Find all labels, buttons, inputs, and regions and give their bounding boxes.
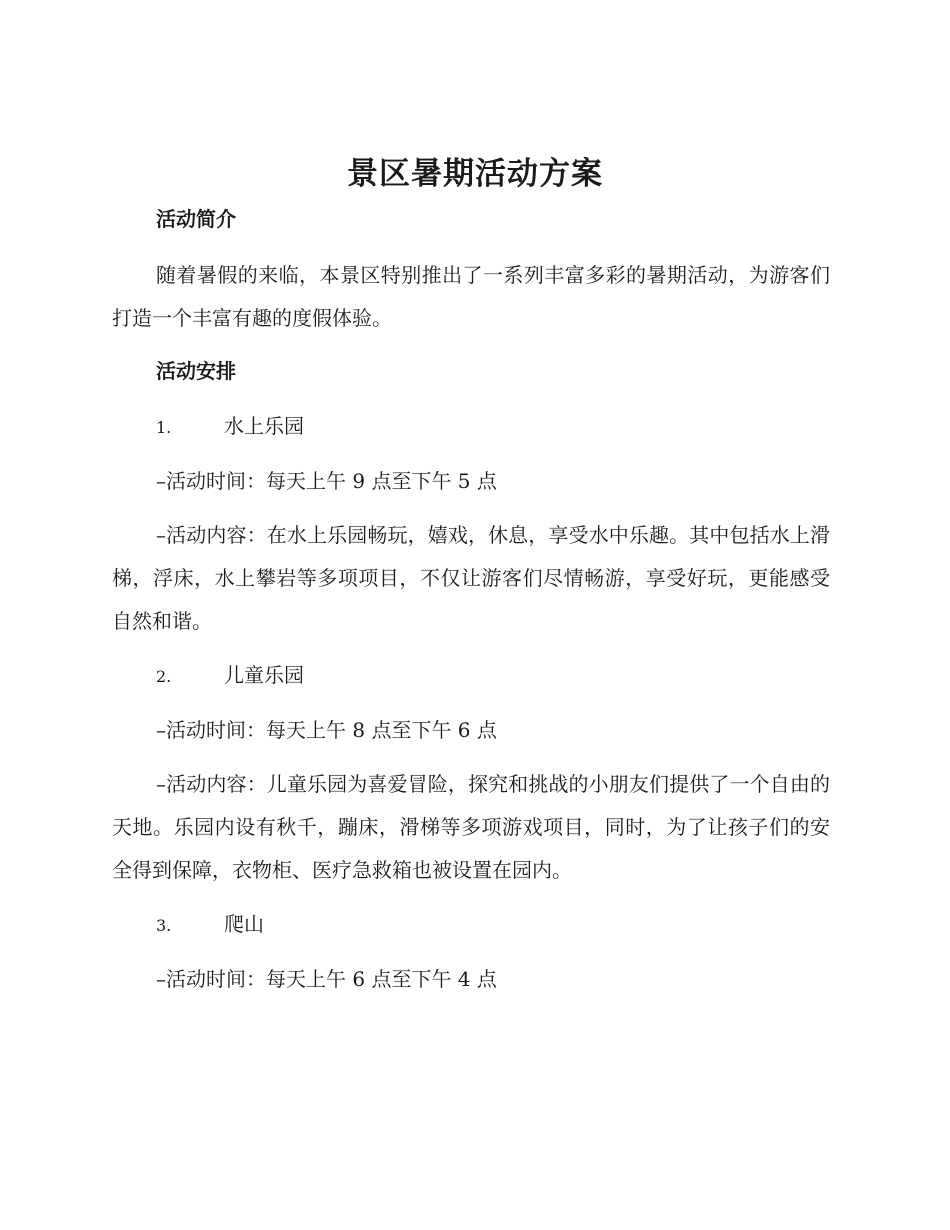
- section-heading-intro: 活动简介: [156, 207, 236, 231]
- activity-item-2: [156, 660, 304, 692]
- activity-time: –活动时间：每天上午 8 点至下午 6 点: [156, 718, 497, 742]
- activity-time: –活动时间：每天上午 9 点至下午 5 点: [156, 469, 497, 493]
- activity-name: 儿童乐园: [224, 663, 304, 687]
- activity-name: 爬山: [224, 912, 264, 936]
- activity-time: –活动时间：每天上午 6 点至下午 4 点: [156, 967, 497, 991]
- list-number: 2.: [156, 667, 172, 686]
- activity-content: –活动内容：儿童乐园为喜爱冒险，探究和挑战的小朋友们提供了一个自由的天地。乐园内设有秋千，蹦床，滑梯等多项游戏项目，同时，为了让孩子们的安全得到保障，衣物柜、医疗急救箱也被设置在园内。: [112, 772, 830, 882]
- activity-item-3: [156, 909, 264, 941]
- list-number: 1.: [156, 418, 172, 437]
- list-number: 3.: [156, 916, 172, 935]
- activity-name: 水上乐园: [224, 414, 304, 438]
- intro-paragraph: 随着暑假的来临，本景区特别推出了一系列丰富多彩的暑期活动，为游客们打造一个丰富有趣的度假体验。: [112, 263, 830, 330]
- activity-item-1: [156, 411, 304, 443]
- document-title: 景区暑期活动方案: [347, 156, 603, 192]
- section-heading-schedule: 活动安排: [156, 359, 236, 383]
- activity-content: –活动内容：在水上乐园畅玩，嬉戏，休息，享受水中乐趣。其中包括水上滑梯，浮床，水上攀岩等多项项目，不仅让游客们尽情畅游，享受好玩，更能感受自然和谐。: [112, 523, 830, 633]
